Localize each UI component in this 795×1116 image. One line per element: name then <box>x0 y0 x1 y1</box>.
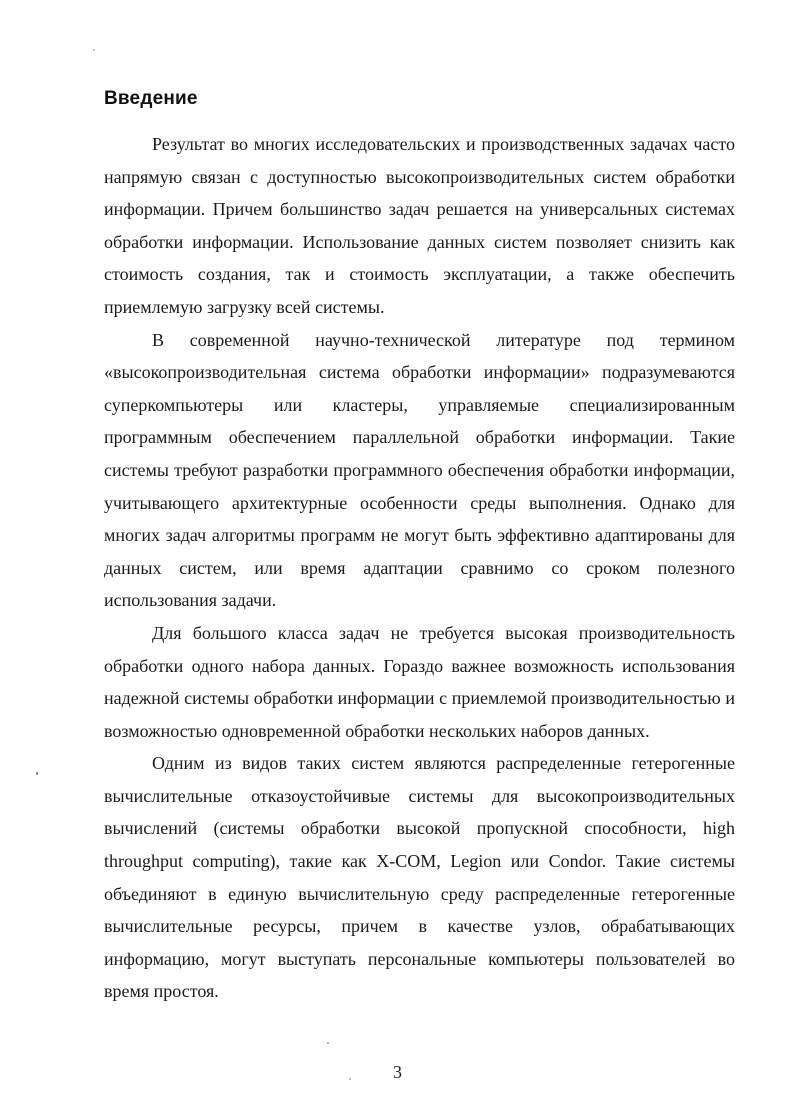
paragraph-3: Для большого класса задач не требуется высокая производительность обработки одного набора данных. Гораздо важнее возможность использования надежной системы обработки информации с приемлемой производительностью и возможностью одновременной обработки нескольких наборов данных. <box>104 622 735 741</box>
page-number: 3 <box>393 1062 402 1082</box>
paragraph-2: В современной научно-технической литературе под термином «высокопроизводительная система обработки информации» подразумеваются суперкомпьютеры или кластеры, управляемые специализированным программным обеспечением параллельной обработки информации. Такие системы требуют разработки программного обеспечения обработки информации, учитывающего архитектурные особенности среды выполнения. Однако для многих задач алгоритмы программ не могут быть эффективно адаптированы для данных систем, или время адаптации сравнимо со сроком полезного использования задачи. <box>104 329 735 611</box>
scan-speck <box>93 49 95 51</box>
paragraph-4: Одним из видов таких систем являются распределенные гетерогенные вычислительные отказоустойчивые системы для высокопроизводительных вычислений (системы обработки высокой пропускной способности, high throughput computing), такие как X-COM, Legion или Condor. Такие системы объединяют в единую вычислительную среду распределенные гетерогенные вычислительные ресурсы, причем в качестве узлов, обрабатывающих информацию, могут выступать персональные компьютеры пользователей во время простоя. <box>104 753 735 1002</box>
scan-speck <box>349 1078 351 1080</box>
section-heading: Введение <box>104 88 198 109</box>
body-text <box>104 128 735 1008</box>
paragraph-1: Результат во многих исследовательских и производственных задачах часто напрямую связан с доступностью высокопроизводительных систем обработки информации. Причем большинство задач решается на универсальных системах обработки информации. Использование данных систем позволяет снизить как стоимость создания, так и стоимость эксплуатации, а также обеспечить приемлемую загрузку всей системы. <box>104 134 735 317</box>
scan-speck <box>36 772 38 775</box>
scan-speck <box>327 1042 329 1044</box>
